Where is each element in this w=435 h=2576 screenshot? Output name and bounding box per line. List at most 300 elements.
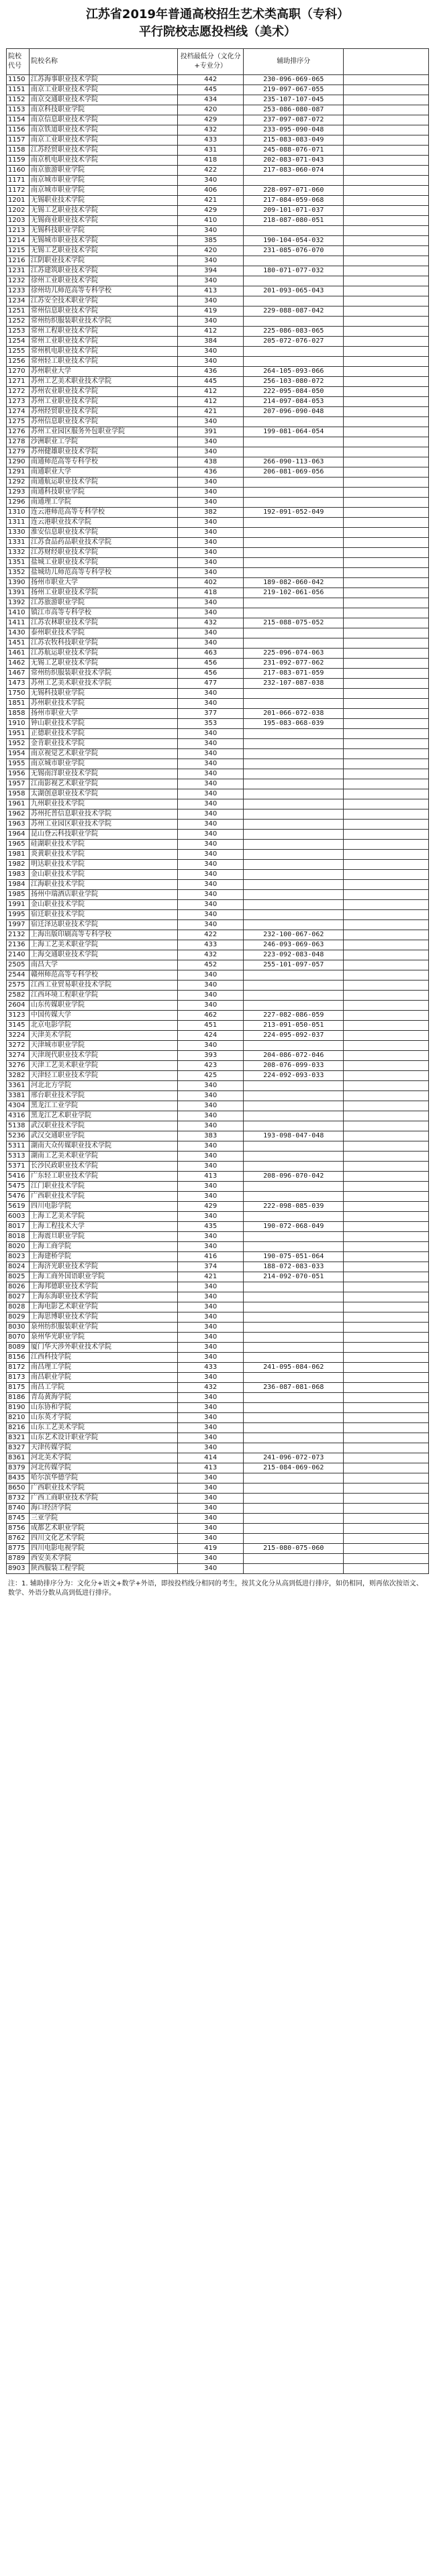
cell-name: 无锡科技职业学院 <box>29 226 177 236</box>
table-row <box>7 216 429 226</box>
cell-score: 340 <box>178 970 244 981</box>
cell-name: 上海交通职业技术学院 <box>29 950 177 960</box>
cell-code: 1462 <box>7 659 30 669</box>
cell-code: 1296 <box>7 498 30 508</box>
cell-name: 苏州工艺美术职业技术学院 <box>29 377 177 387</box>
cell-score: 340 <box>178 1393 244 1403</box>
cell-score: 340 <box>178 890 244 900</box>
cell-empty <box>344 940 429 950</box>
title-line-1: 江苏省2019年普通高校招生艺术类高职（专科） <box>85 7 350 21</box>
cell-empty <box>344 799 429 809</box>
cell-code: 8732 <box>7 1494 30 1504</box>
cell-name: 上海出版印刷高等专科学校 <box>29 930 177 940</box>
cell-name: 江苏安全技术职业学院 <box>29 296 177 306</box>
cell-score: 340 <box>178 478 244 488</box>
cell-empty <box>344 1494 429 1504</box>
cell-score: 432 <box>178 950 244 960</box>
cell-empty <box>344 669 429 679</box>
cell-empty <box>344 1071 429 1081</box>
table-row <box>7 659 429 669</box>
cell-rank <box>244 1483 344 1494</box>
table-row <box>7 85 429 95</box>
table-row <box>7 206 429 216</box>
cell-rank <box>244 809 344 820</box>
cell-code: 1171 <box>7 176 30 186</box>
cell-score: 340 <box>178 1111 244 1121</box>
cell-code: 8740 <box>7 1504 30 1514</box>
cell-code: 1430 <box>7 628 30 638</box>
table-row <box>7 437 429 447</box>
cell-name: 徐州工业职业技术学院 <box>29 276 177 286</box>
table-row <box>7 146 429 156</box>
cell-name: 江西工业贸易职业技术学院 <box>29 981 177 991</box>
cell-empty <box>344 1152 429 1162</box>
cell-name: 苏州工业职业技术学院 <box>29 397 177 407</box>
cell-code: 8070 <box>7 1333 30 1343</box>
cell-score: 340 <box>178 910 244 920</box>
table-row <box>7 568 429 578</box>
cell-code: 5371 <box>7 1162 30 1172</box>
table-row <box>7 699 429 709</box>
cell-name: 上海建桥学院 <box>29 1252 177 1262</box>
cell-code: 1962 <box>7 809 30 820</box>
cell-rank: 190-075-051-064 <box>244 1252 344 1262</box>
cell-score: 419 <box>178 306 244 317</box>
cell-rank <box>244 870 344 880</box>
cell-name: 南通理工学院 <box>29 498 177 508</box>
cell-empty <box>344 840 429 850</box>
cell-empty <box>344 649 429 659</box>
cell-name: 无锡南洋职业技术学院 <box>29 769 177 779</box>
cell-rank <box>244 689 344 699</box>
table-row <box>7 920 429 930</box>
cell-empty <box>344 1433 429 1443</box>
cell-empty <box>344 638 429 649</box>
cell-code: 1391 <box>7 588 30 598</box>
cell-name: 厦门华天涉外职业技术学院 <box>29 1343 177 1353</box>
cell-name: 江苏建筑职业技术学院 <box>29 266 177 276</box>
cell-code: 1331 <box>7 538 30 548</box>
table-row <box>7 840 429 850</box>
cell-score: 429 <box>178 115 244 125</box>
cell-empty <box>344 1131 429 1141</box>
cell-rank: 264-105-093-066 <box>244 367 344 377</box>
cell-name: 广西工商职业技术学院 <box>29 1494 177 1504</box>
table-row <box>7 286 429 296</box>
cell-score: 340 <box>178 729 244 739</box>
cell-empty <box>344 558 429 568</box>
table-row <box>7 588 429 598</box>
cell-score: 374 <box>178 1262 244 1272</box>
cell-name: 江苏海事职业技术学院 <box>29 75 177 85</box>
cell-code: 1961 <box>7 799 30 809</box>
cell-code: 1231 <box>7 266 30 276</box>
cell-name: 淮安信息职业技术学院 <box>29 528 177 538</box>
cell-score: 429 <box>178 206 244 216</box>
cell-rank: 255-101-097-057 <box>244 960 344 970</box>
cell-rank <box>244 1373 344 1383</box>
table-row <box>7 367 429 377</box>
cell-name: 武汉职业技术学院 <box>29 1121 177 1131</box>
cell-name: 江苏经贸职业技术学院 <box>29 146 177 156</box>
cell-empty <box>344 216 429 226</box>
cell-empty <box>344 1252 429 1262</box>
table-row <box>7 1534 429 1544</box>
cell-rank <box>244 1182 344 1192</box>
cell-empty <box>344 498 429 508</box>
cell-score: 477 <box>178 679 244 689</box>
table-row <box>7 850 429 860</box>
cell-name: 江苏农林职业技术学院 <box>29 618 177 628</box>
cell-code: 2604 <box>7 1001 30 1011</box>
table-row <box>7 125 429 135</box>
cell-score: 436 <box>178 467 244 478</box>
cell-name: 金肯职业技术学院 <box>29 739 177 749</box>
cell-name: 赣州师范高等专科学校 <box>29 970 177 981</box>
header-score: 投档最低分（文化分+专业分） <box>178 49 244 75</box>
cell-name: 宿迁职业技术学院 <box>29 910 177 920</box>
cell-code: 8745 <box>7 1514 30 1524</box>
cell-empty <box>344 306 429 317</box>
cell-empty <box>344 115 429 125</box>
cell-code: 1159 <box>7 156 30 166</box>
cell-empty <box>344 478 429 488</box>
cell-score: 340 <box>178 830 244 840</box>
cell-rank: 231-085-076-070 <box>244 246 344 256</box>
cell-rank <box>244 256 344 266</box>
cell-rank: 192-091-052-049 <box>244 508 344 518</box>
cell-rank <box>244 558 344 568</box>
table-row <box>7 1312 429 1323</box>
cell-score: 340 <box>178 417 244 427</box>
cell-empty <box>344 266 429 276</box>
cell-rank <box>244 1413 344 1423</box>
cell-name: 盐城幼儿师范高等专科学校 <box>29 568 177 578</box>
cell-rank <box>244 1393 344 1403</box>
table-row <box>7 578 429 588</box>
cell-name: 无锡商业职业技术学院 <box>29 216 177 226</box>
table-row <box>7 1504 429 1514</box>
cell-rank: 189-082-060-042 <box>244 578 344 588</box>
table-row <box>7 991 429 1001</box>
cell-rank: 222-095-084-050 <box>244 387 344 397</box>
cell-empty <box>344 327 429 337</box>
cell-score: 382 <box>178 508 244 518</box>
cell-rank <box>244 970 344 981</box>
cell-score: 340 <box>178 226 244 236</box>
cell-code: 1254 <box>7 337 30 347</box>
cell-code: 1172 <box>7 186 30 196</box>
cell-code: 1954 <box>7 749 30 759</box>
table-row <box>7 1443 429 1453</box>
cell-rank: 215-083-083-049 <box>244 135 344 146</box>
cell-score: 340 <box>178 1232 244 1242</box>
cell-score: 340 <box>178 1192 244 1202</box>
cell-code: 1951 <box>7 729 30 739</box>
cell-score: 414 <box>178 1453 244 1463</box>
table-row <box>7 628 429 638</box>
table-row <box>7 176 429 186</box>
cell-rank <box>244 1232 344 1242</box>
cell-score: 340 <box>178 568 244 578</box>
table-row <box>7 608 429 618</box>
cell-empty <box>344 910 429 920</box>
cell-name: 无锡工艺职业技术学院 <box>29 246 177 256</box>
cell-code: 1985 <box>7 890 30 900</box>
cell-code: 1332 <box>7 548 30 558</box>
cell-name: 湖南大众传媒职业技术学院 <box>29 1141 177 1152</box>
table-row <box>7 1403 429 1413</box>
cell-rank <box>244 1433 344 1443</box>
cell-name: 常州信息职业技术学院 <box>29 306 177 317</box>
cell-name: 南京城市职业学院 <box>29 176 177 186</box>
cell-empty <box>344 588 429 598</box>
cell-score: 353 <box>178 719 244 729</box>
cell-code: 1276 <box>7 427 30 437</box>
cell-code: 8216 <box>7 1423 30 1433</box>
cell-empty <box>344 890 429 900</box>
cell-empty <box>344 779 429 789</box>
cell-empty <box>344 679 429 689</box>
cell-rank: 241-096-072-073 <box>244 1453 344 1463</box>
cell-empty <box>344 1242 429 1252</box>
cell-rank <box>244 1212 344 1222</box>
cell-name: 江苏航运职业技术学院 <box>29 649 177 659</box>
cell-name: 南京机电职业技术学院 <box>29 156 177 166</box>
cell-empty <box>344 709 429 719</box>
cell-code: 8903 <box>7 1564 30 1574</box>
cell-empty <box>344 447 429 457</box>
table-row <box>7 799 429 809</box>
cell-code: 1956 <box>7 769 30 779</box>
cell-name: 上海邦德职业技术学院 <box>29 1282 177 1292</box>
cell-code: 8650 <box>7 1483 30 1494</box>
cell-score: 340 <box>178 900 244 910</box>
cell-rank <box>244 548 344 558</box>
cell-rank: 190-072-068-049 <box>244 1222 344 1232</box>
cell-code: 1997 <box>7 920 30 930</box>
cell-empty <box>344 1091 429 1101</box>
cell-score: 423 <box>178 1061 244 1071</box>
cell-name: 南京信息职业技术学院 <box>29 115 177 125</box>
cell-code: 1858 <box>7 709 30 719</box>
cell-rank <box>244 991 344 1001</box>
cell-name: 盐城工业职业技术学院 <box>29 558 177 568</box>
cell-code: 8017 <box>7 1222 30 1232</box>
cell-rank <box>244 850 344 860</box>
cell-score: 340 <box>178 809 244 820</box>
cell-name: 镇江市高等专科学校 <box>29 608 177 618</box>
cell-name: 黑龙江工业学院 <box>29 1101 177 1111</box>
cell-rank: 228-097-071-060 <box>244 186 344 196</box>
cell-code: 2575 <box>7 981 30 991</box>
cell-score: 340 <box>178 1534 244 1544</box>
cell-code: 8027 <box>7 1292 30 1302</box>
cell-rank: 180-071-077-032 <box>244 266 344 276</box>
cell-score: 442 <box>178 75 244 85</box>
cell-score: 340 <box>178 357 244 367</box>
header-code: 院校代号 <box>7 49 30 75</box>
cell-code: 8020 <box>7 1242 30 1252</box>
table-row <box>7 789 429 799</box>
table-row <box>7 296 429 306</box>
cell-code: 1213 <box>7 226 30 236</box>
table-row <box>7 75 429 85</box>
table-row <box>7 156 429 166</box>
table-row <box>7 860 429 870</box>
table-row <box>7 759 429 769</box>
cell-code: 1965 <box>7 840 30 850</box>
cell-rank <box>244 296 344 306</box>
cell-score: 340 <box>178 991 244 1001</box>
table-row <box>7 1182 429 1192</box>
cell-name: 河北传媒学院 <box>29 1463 177 1473</box>
cell-code: 3123 <box>7 1011 30 1021</box>
cell-name: 成都艺术职业学院 <box>29 1524 177 1534</box>
cell-rank: 225-096-074-063 <box>244 649 344 659</box>
cell-code: 1292 <box>7 478 30 488</box>
cell-name: 四川电影学院 <box>29 1202 177 1212</box>
table-row <box>7 1212 429 1222</box>
cell-score: 412 <box>178 387 244 397</box>
table-row <box>7 1091 429 1101</box>
cell-rank <box>244 538 344 548</box>
cell-empty <box>344 397 429 407</box>
cell-empty <box>344 1101 429 1111</box>
cell-name: 南通职业大学 <box>29 467 177 478</box>
cell-score: 432 <box>178 618 244 628</box>
table-row <box>7 397 429 407</box>
cell-empty <box>344 135 429 146</box>
table-row <box>7 638 429 649</box>
cell-score: 340 <box>178 1514 244 1524</box>
cell-name: 无锡科技职业学院 <box>29 689 177 699</box>
header-empty <box>344 49 429 75</box>
cell-code: 3274 <box>7 1051 30 1061</box>
cell-rank <box>244 276 344 286</box>
table-row <box>7 548 429 558</box>
cell-name: 金山职业技术学院 <box>29 870 177 880</box>
cell-code: 4304 <box>7 1101 30 1111</box>
cell-name: 无锡工艺职业技术学院 <box>29 659 177 669</box>
cell-code: 1957 <box>7 779 30 789</box>
cell-rank <box>244 1343 344 1353</box>
cell-empty <box>344 377 429 387</box>
cell-rank <box>244 779 344 789</box>
cell-code: 5138 <box>7 1121 30 1131</box>
cell-code: 1310 <box>7 508 30 518</box>
cell-name: 苏州职业大学 <box>29 367 177 377</box>
cell-name: 山东英才学院 <box>29 1413 177 1423</box>
cell-score: 432 <box>178 125 244 135</box>
table-row <box>7 970 429 981</box>
cell-name: 山东艺术设计职业学院 <box>29 1433 177 1443</box>
cell-rank: 195-083-068-039 <box>244 719 344 729</box>
cell-score: 385 <box>178 236 244 246</box>
cell-empty <box>344 387 429 397</box>
cell-empty <box>344 1413 429 1423</box>
cell-rank <box>244 981 344 991</box>
cell-empty <box>344 1554 429 1564</box>
table-row <box>7 196 429 206</box>
cell-code: 1201 <box>7 196 30 206</box>
cell-score: 340 <box>178 1564 244 1574</box>
cell-score: 340 <box>178 628 244 638</box>
cell-empty <box>344 1021 429 1031</box>
cell-code: 1256 <box>7 357 30 367</box>
table-row <box>7 1071 429 1081</box>
footnote: 注：1. 辅助排序分为：文化分+语文+数学+外语，即按投档线分相同的考生，按其文化分从高到低进行排序，如仍相同，则再依次按语文、数学、外语分数从高到低进行排序。 <box>8 1580 423 1597</box>
cell-name: 连云港师范高等专科学校 <box>29 508 177 518</box>
cell-score: 418 <box>178 156 244 166</box>
cell-empty <box>344 166 429 176</box>
cell-score: 419 <box>178 1544 244 1554</box>
cell-name: 正德职业技术学院 <box>29 729 177 739</box>
cell-name: 中国传媒大学 <box>29 1011 177 1021</box>
cell-empty <box>344 659 429 669</box>
cell-empty <box>344 1262 429 1272</box>
cell-empty <box>344 206 429 216</box>
cell-code: 3276 <box>7 1061 30 1071</box>
cell-score: 340 <box>178 880 244 890</box>
cell-rank <box>244 699 344 709</box>
cell-rank: 217-083-071-059 <box>244 669 344 679</box>
cell-name: 太湖创意职业技术学院 <box>29 789 177 799</box>
cell-name: 江西环境工程职业学院 <box>29 991 177 1001</box>
cell-code: 8756 <box>7 1524 30 1534</box>
cell-name: 无锡工艺职业技术学院 <box>29 206 177 216</box>
table-row <box>7 166 429 176</box>
cell-name: 上海电影艺术职业学院 <box>29 1302 177 1312</box>
table-row <box>7 226 429 236</box>
cell-code: 6003 <box>7 1212 30 1222</box>
cell-score: 340 <box>178 1413 244 1423</box>
cell-empty <box>344 1121 429 1131</box>
cell-empty <box>344 1453 429 1463</box>
cell-name: 广东轻工职业技术学院 <box>29 1172 177 1182</box>
cell-score: 413 <box>178 1463 244 1473</box>
cell-name: 泉州纺织服装职业学院 <box>29 1323 177 1333</box>
cell-empty <box>344 981 429 991</box>
cell-code: 5476 <box>7 1192 30 1202</box>
table-row <box>7 317 429 327</box>
cell-rank: 217-083-060-074 <box>244 166 344 176</box>
cell-name: 江苏旅游职业学院 <box>29 598 177 608</box>
cell-code: 2505 <box>7 960 30 970</box>
table-row <box>7 256 429 266</box>
cell-name: 青岛黄海学院 <box>29 1393 177 1403</box>
cell-score: 431 <box>178 146 244 156</box>
table-row <box>7 981 429 991</box>
cell-empty <box>344 236 429 246</box>
cell-score: 340 <box>178 860 244 870</box>
cell-empty <box>344 618 429 628</box>
cell-score: 340 <box>178 1101 244 1111</box>
cell-empty <box>344 920 429 930</box>
cell-name: 南通师范高等专科学校 <box>29 457 177 467</box>
cell-code: 1311 <box>7 518 30 528</box>
cell-code: 1279 <box>7 447 30 457</box>
cell-score: 422 <box>178 930 244 940</box>
cell-empty <box>344 367 429 377</box>
cell-score: 413 <box>178 1172 244 1182</box>
cell-code: 8321 <box>7 1433 30 1443</box>
cell-rank <box>244 488 344 498</box>
table-row <box>7 1031 429 1041</box>
cell-empty <box>344 1524 429 1534</box>
cell-empty <box>344 256 429 266</box>
cell-empty <box>344 407 429 417</box>
